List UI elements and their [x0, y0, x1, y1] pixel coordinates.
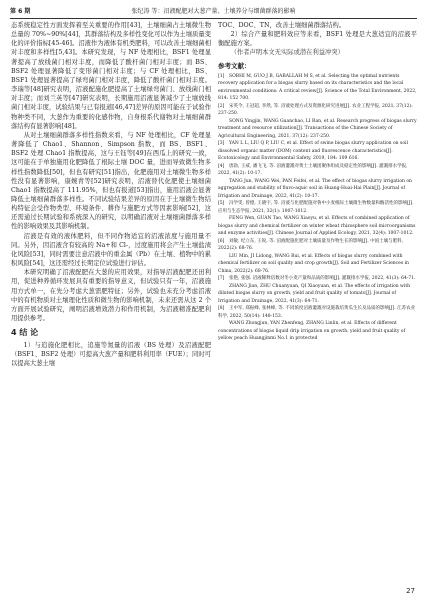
reference-item [218, 178, 417, 201]
reference-item [218, 283, 417, 306]
body-paragraph: 沼液是有效的液体肥料，但不同作物适宜的沼液浓度与施用量不同。另外，因沼液含有较高的 Na+和 Cl-，过度施用将会产生土壤盐渍化风险[53]，同时需要注意沼液中的重金属（Pb）在土壤、植物中的累积风险[54]，这还需经过长期定位试验进行评估。 [11, 232, 211, 268]
reference-number: [3] [218, 141, 225, 147]
reference-number: [5] [218, 201, 225, 207]
reference-text: WANG Zhongjun, YAN Zhenfeng, ZHANG Linlin, et al. Effects of different concentrations of biogas liquid drip irrigation on growth, yield and fruit quality of yellow peach Huangjinmi No.1 in protected [218, 321, 406, 342]
page-number: 27 [406, 587, 415, 595]
reference-text: 刘敏, 纪立东, 王锐, 等. 沼液配施化肥对土壤质量及作物生长的影响[J]. 中国土壤与肥料, 2022(2): 68-76. [218, 238, 404, 252]
reference-number: [6] [218, 238, 225, 244]
references-heading: 参考文献： [218, 61, 251, 70]
conclusion-continued: TOC、DOC、TN，改善土壤细菌群落结构。 [218, 22, 346, 29]
reference-text: 张艳, 张强. 沼液稀释倍数对冬小麦产量和品质的影响[J]. 灌溉排水学报, 2022, 41(3): 64-71. [229, 276, 416, 282]
reference-item [218, 305, 417, 320]
reference-number: [2] [218, 103, 225, 109]
reference-number: [7] [218, 276, 225, 282]
reference-item [218, 73, 417, 103]
conflict-statement: （作者声明本文无实际或潜在利益冲突） [230, 49, 344, 57]
reference-text: 唐勍, 王威, 潘飞飞, 等. 沼液灌溉对黄土土壤团聚体组成及稳定性的影响[J]. 灌溉排水学报, 2022, 41(2): 10-17. [218, 163, 408, 177]
reference-text: 冯学雯, 曾德, 王晓宇, 等. 沼液与化肥配施对鲁中小麦根际土壤微生物数量和酶活性的影响[J]. 应用与生态学报, 2021, 32(1): 1007-1012. [218, 201, 414, 214]
reference-text: YAN L L, LIU Q P, LIU C, et al. Effect of swine biogas slurry application on soil dissolved organic matter (DOM) content and fluorescence characteristics[J]. Ecotoxicology and Environmental Safety, 2019, 184: 109 616. [218, 141, 408, 162]
reference-text: SONG Yingjin, WANG Guanchao, LI Ran, et al. Research progress of biogas slurry treatment and resource utilization[J]. Transactions of the Chinese Society of Agricultural Engineering, 2021, 37(12): 237-250. [218, 118, 417, 139]
reference-list [218, 73, 417, 343]
right-column [218, 21, 417, 343]
conclusion-paragraph: 1）与追施化肥相比，追施等氮量的沼液（BS 处理）及沼液配肥（BSF1、BSF2 处理）可提高大葱产量和肥料利用率（FUE）；同时可以提高大葱土壤 [11, 342, 211, 368]
reference-text: 王中军, 郑振峰, 张林峰, 等. 不同浓度沼液灌溉对设施栽培黄瓜生长及品质的影响[J]. 江苏农业科学, 2022, 50(14): 148-153. [218, 306, 416, 319]
section-heading-conclusion: 4 结 论 [11, 328, 39, 338]
reference-text: ZHANG Jian, ZHU Chuanyuan, QI Xiaoyuan, et al. The effects of irrigation with diluted biogas slurry on growth, yield and fruit quality of tomato[J]. Journal of Irrigation and Drainage, 2022, 41(3): 64-71. [218, 283, 411, 304]
reference-item [218, 200, 417, 215]
reference-item [218, 238, 417, 253]
page-header [10, 6, 417, 18]
reference-text: FENG Wen, GUAN Tao, WANG Xiaoyu, et al. Effects of combined application of biogas slurry and chemical fertilizer on winter wheat rhizosphere soil microorganisms and enzyme activities[J]. Chinese Journal of Applied Ecology, 2021, 32(4): 1007-1012. [218, 216, 416, 237]
header-rule [10, 18, 417, 19]
reference-item [218, 118, 417, 141]
reference-number: [8] [218, 306, 225, 312]
reference-item [218, 320, 417, 343]
reference-item [218, 215, 417, 238]
reference-item [218, 103, 417, 118]
running-title: 张纪涛 等：沼液配肥对大葱产量、土壤养分与细菌群落的影响 [131, 8, 296, 15]
reference-item [218, 163, 417, 178]
reference-item [218, 140, 417, 163]
issue-label: 第 6 期 [10, 8, 31, 15]
reference-text: 宋英今, 王冠超, 李然, 等. 沼液处理方式及资源化研究进展[J]. 农业工程学报, 2021, 37(12): 237-250. [218, 103, 413, 117]
reference-number: [4] [218, 163, 225, 169]
reference-item [218, 253, 417, 276]
body-paragraph: 态系统稳定性方面发挥着至关重要的作用[43]，土壤细菌占土壤微生物总量的 70%~90%[44]，其群落结构及多样性变化可以作为土壤质量变化的评价指标[45-46]。沼液作为液体有机类肥料，可以改善土壤细菌相对丰度和多样性[5,43]。本研究发现，与 NF 处理相比，BSF1 处理显著提高了放线菌门相对丰度，而降低了酸杆菌门相对丰度；而 BS、BSF2 处理显著降低了变形菌门相对丰度；与 CF 处理相比，BS、BSF1 处理显著提高了绿弯菌门相对丰度，降低了酸杆菌门相对丰度。李瑞等[48]研究表明，沼液配施化肥提高了土壤绿弯菌门、放线菌门相对丰度；而刘兰英等[47]研究表明，长期施用沼液显著减少了土壤放线菌门相对丰度，试验结果与已有报道[46,47]差异的原因可能在于试验作物种类不同，大葱作为重要的化感作物，自身根系代谢物对土壤细菌群落结构有显著影响[48]。 [11, 22, 211, 130]
reference-text: SOBHI M, GUO J B, GABALLAH M S, et al. Selecting the optimal nutrients recovery application for a biogas slurry based on its characteristics and the local environmental conditions: A critical review[J]. Science of the Total Environment, 2022, 814: 152 700. [218, 73, 417, 102]
reference-text: TANG Jun, WANG Wei, PAN Feifei, et al. The effect of biogas slurry irrigation on aggregation and stability of fluvo-aquic soil in Huang-Huai-Hai Plain[J]. Journal of Irrigation and Drainage, 2022, 41(2): 10-17. [218, 178, 412, 199]
left-column [11, 21, 211, 369]
body-paragraph: 本研究明确了沼液配肥在大葱的应用效果，对指导沼液配肥还田利用，促进种养循环发展具有重要的指导意义，但试验只有一年，沼液施用方式单一，在先分考虑大葱需肥特征；另外，试验也未充分考虑沼液中的有机物质对土壤理化性质和微生物的影响机制，未来还需从这 2 个方面开展试验研究，阐明沼液增效潜力和作用机制，为沼液精准配肥利用提供参考。 [11, 269, 211, 322]
reference-number: [1] [218, 73, 225, 79]
reference-item [218, 275, 417, 283]
conclusion-paragraph-2: 2）综合产量和肥料效应等来看，BSF1 处理是大葱适宜的沼液平衡配施方案。 [218, 31, 417, 48]
body-paragraph: 从对土壤细菌群落多样性指数来看，与 NF 处理相比，CF 处理显著降低了 Chao1、Shannon、Simpson 指数，而 BS、BSF1、BSF2 处理 Chao1 指数提高，这与王钰等[49]在西瓜上的研究一致，这可能在于单独施用化肥降低了根际土壤 DOC 量，进而导致微生物多样性指数降低[50]，但也有研究[51]指出，化肥施用对土壤微生物多样性没有显著影响，康婉青等[52]研究表明，沼液替代化肥使土壤细菌 Chao1 指数提高了 111.95%，但也有报道[53]指出，施用沼液会显著降低土壤细菌群落多样性。不同试验结果差异的原因在于土壤微生物结构特征会受作物类型、环境条件、耕作与施肥方式等因素影响[52]，这还需通过长期试验和系统深入的研究，以明确沼液对土壤细菌群落多样性的影响效果及其影响机制。 [11, 131, 211, 231]
reference-text: LIU Min, JI Lidong, WANG Rui, et al. Effects of biogas slurry combined with chemical fertilizer on soil quality and crop growth[J]. Soil and Fertilizer Sciences in China, 2022(2): 68-76. [218, 253, 409, 274]
